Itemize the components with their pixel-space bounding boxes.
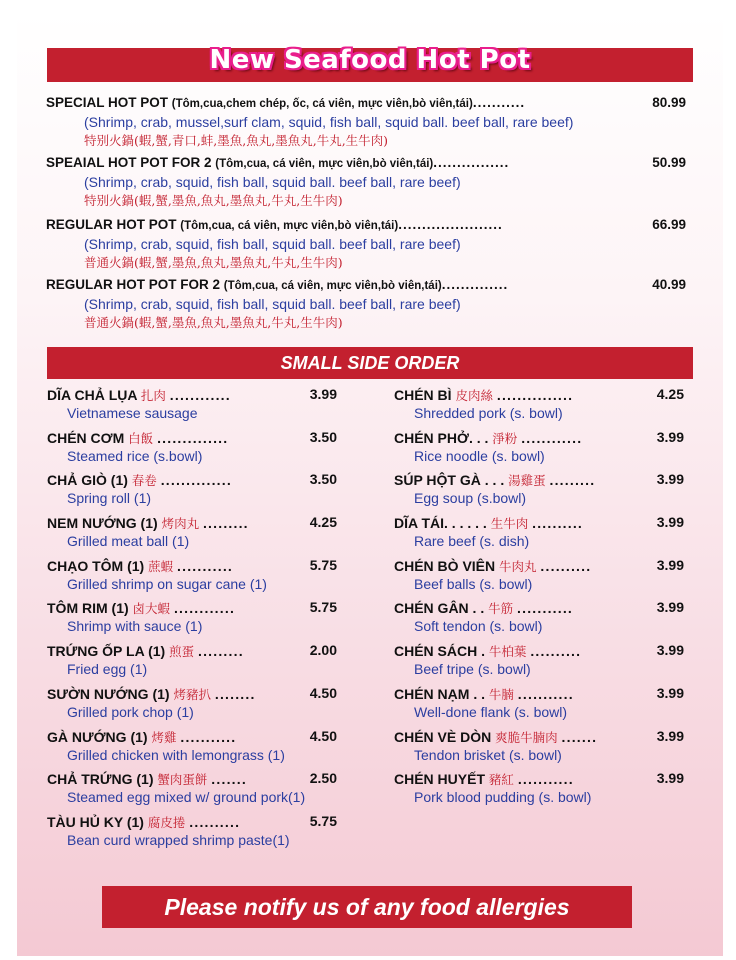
side-order-price: 3.99 xyxy=(656,642,684,659)
side-order-name: CHÉN BÒ VIÊN xyxy=(394,557,496,574)
side-order-title-line xyxy=(47,642,337,661)
side-order-item xyxy=(394,429,684,472)
side-order-left-column xyxy=(47,386,337,856)
side-order-name: SƯỜN NƯỚNG (1) xyxy=(47,685,170,702)
side-order-chinese-name: 煎蛋 xyxy=(169,644,195,660)
hot-pot-item xyxy=(46,277,686,331)
side-order-price: 3.99 xyxy=(656,428,684,445)
side-order-name: CHÉN CƠM xyxy=(47,429,125,446)
leader-dots: ............... xyxy=(496,387,574,403)
side-order-title-line xyxy=(47,557,337,576)
side-order-name: CHÉN BÌ xyxy=(394,387,452,403)
side-order-name: CHÉN PHỞ. . . xyxy=(394,429,489,446)
hot-pot-price: 50.99 xyxy=(652,155,686,170)
side-order-chinese-name: 湯雞蛋 xyxy=(508,473,546,489)
side-order-english-name: Tendon brisket (s. bowl) xyxy=(414,746,562,763)
side-order-chinese-name: 牛柏葉 xyxy=(488,644,527,660)
hot-pot-vietnamese-ingredients: (Tôm,cua, cá viên, mực viên,bò viên,tái) xyxy=(180,220,399,232)
side-order-item xyxy=(47,471,337,514)
side-order-price: 3.99 xyxy=(656,556,684,573)
side-order-english-name: Shredded pork (s. bowl) xyxy=(414,405,563,421)
side-order-chinese-name: 腐皮捲 xyxy=(147,814,186,830)
side-order-name: DĨA TÁI. . . . . . xyxy=(394,515,487,532)
side-order-name: CHÉN GÂN . . xyxy=(394,600,485,617)
side-order-item xyxy=(394,642,684,685)
side-order-price: 3.50 xyxy=(309,428,337,445)
side-order-item xyxy=(47,813,337,856)
side-order-english-name: Beef tripe (s. bowl) xyxy=(414,661,531,678)
title-banner xyxy=(47,45,693,82)
hot-pot-item xyxy=(46,155,686,209)
leader-dots: .............. xyxy=(441,277,509,292)
side-order-english-name: Spring roll (1) xyxy=(67,490,152,507)
hot-pot-title-line xyxy=(46,277,686,296)
side-order-chinese-name: 烤雞 xyxy=(151,729,177,745)
hot-pot-english-ingredients: (Shrimp, crab, squid, fish ball, squid ball. beef ball, rare beef) xyxy=(84,296,461,312)
side-order-chinese-name: 牛肉丸 xyxy=(499,558,537,574)
leader-dots: ....... xyxy=(561,728,598,745)
leader-dots: ......... xyxy=(197,643,244,660)
hot-pot-item xyxy=(46,217,686,271)
side-order-name: SÚP HỘT GÀ . . . xyxy=(394,472,505,489)
side-order-title-line xyxy=(47,429,337,448)
leader-dots: ........... xyxy=(472,95,526,110)
side-order-chinese-name: 牛筋 xyxy=(488,601,514,617)
leader-dots: ........ xyxy=(214,685,256,702)
side-order-title-line xyxy=(394,599,684,618)
side-order-title-line xyxy=(47,471,337,490)
side-order-title-line xyxy=(394,685,684,704)
side-order-price: 3.99 xyxy=(656,599,684,616)
side-order-chinese-name: 蔗蝦 xyxy=(148,558,174,574)
side-order-item xyxy=(394,599,684,642)
leader-dots: ........... xyxy=(517,685,574,702)
side-order-price: 3.99 xyxy=(656,770,684,787)
side-order-title-line xyxy=(47,386,337,405)
side-order-item xyxy=(47,642,337,685)
hot-pot-name: SPEAIAL HOT POT FOR 2 xyxy=(46,155,212,170)
side-order-title-line xyxy=(394,728,684,747)
side-order-price: 4.25 xyxy=(309,514,337,531)
side-order-title-line xyxy=(47,813,337,832)
hot-pot-english-ingredients: (Shrimp, crab, mussel,surf clam, squid, fish ball, squid ball. beef ball, rare beef) xyxy=(84,114,574,130)
side-order-english-name: Grilled meat ball (1) xyxy=(67,533,190,550)
side-order-item xyxy=(394,386,684,429)
side-order-name: CHẢ GIÒ (1) xyxy=(47,472,128,489)
side-order-chinese-name: 牛腩 xyxy=(488,686,514,702)
side-order-chinese-name: 豬紅 xyxy=(488,772,514,788)
hot-pot-chinese-ingredients: 特别火鍋(蝦,蟹,墨魚,魚丸,墨魚丸,牛丸,生牛肉) xyxy=(84,193,343,208)
side-order-item xyxy=(47,386,337,429)
allergy-notice: Please notify us of any food allergies xyxy=(102,886,632,928)
side-order-price: 5.75 xyxy=(309,556,337,573)
leader-dots: ............ xyxy=(521,429,583,446)
side-order-english-name: Well-done flank (s. bowl) xyxy=(414,703,568,720)
side-order-title-line xyxy=(394,770,684,789)
hot-pot-english-ingredients: (Shrimp, crab, squid, fish ball, squid ball. beef ball, rare beef) xyxy=(84,174,461,190)
side-order-price: 3.50 xyxy=(309,471,337,488)
leader-dots: .............. xyxy=(160,472,232,489)
hot-pot-vietnamese-ingredients: (Tôm,cua, cá viên, mực viên,bò viên,tái) xyxy=(215,158,434,170)
side-order-chinese-name: 淨粉 xyxy=(492,430,518,446)
side-order-name: DĨA CHẢ LỤA xyxy=(47,387,137,403)
side-order-title-line xyxy=(394,557,684,576)
hot-pot-item xyxy=(46,95,686,149)
side-order-english-name: Soft tendon (s. bowl) xyxy=(414,618,543,635)
leader-dots: ............ xyxy=(169,387,231,403)
side-order-english-name: Shrimp with sauce (1) xyxy=(67,618,203,635)
side-order-english-name: Egg soup (s.bowl) xyxy=(414,490,527,507)
side-order-price: 3.99 xyxy=(656,684,684,701)
side-order-english-name: Grilled chicken with lemongrass (1) xyxy=(67,746,285,763)
side-order-title-line xyxy=(394,471,684,490)
hot-pot-title-line xyxy=(46,217,686,236)
side-order-name: TÀU HỦ KY (1) xyxy=(47,813,144,830)
leader-dots: ......... xyxy=(549,472,596,489)
leader-dots: ................ xyxy=(433,155,510,170)
side-order-english-name: Grilled shrimp on sugar cane (1) xyxy=(67,575,267,592)
side-order-price: 4.25 xyxy=(656,386,684,402)
side-order-item xyxy=(47,770,337,813)
side-order-name: TRỨNG ỐP LA (1) xyxy=(47,643,166,660)
side-order-item xyxy=(47,557,337,600)
side-order-item xyxy=(47,599,337,642)
hot-pot-chinese-ingredients: 普通火鍋(蝦,蟹,墨魚,魚丸,墨魚丸,牛丸,生牛肉) xyxy=(84,315,343,330)
side-order-banner: SMALL SIDE ORDER xyxy=(47,347,693,379)
hot-pot-name: REGULAR HOT POT xyxy=(46,217,177,232)
side-order-title-line xyxy=(394,386,684,405)
hot-pot-vietnamese-ingredients: (Tôm,cua, cá viên, mực viên,bò viên,tái) xyxy=(223,280,442,292)
side-order-name: CHÉN HUYẾT xyxy=(394,771,486,788)
leader-dots: .......... xyxy=(540,557,592,574)
side-order-price: 3.99 xyxy=(656,471,684,488)
side-order-right-column xyxy=(394,386,684,813)
hot-pot-english-ingredients: (Shrimp, crab, squid, fish ball, squid ball. beef ball, rare beef) xyxy=(84,236,461,252)
side-order-name: CHẠO TÔM (1) xyxy=(47,557,145,574)
side-order-chinese-name: 扎肉 xyxy=(140,388,166,403)
side-order-english-name: Rare beef (s. dish) xyxy=(414,533,530,550)
side-order-english-name: Steamed rice (s.bowl) xyxy=(67,447,203,464)
side-order-chinese-name: 蟹肉蛋餅 xyxy=(157,772,208,788)
side-order-name: CHÉN NẠM . . xyxy=(394,685,485,702)
side-order-item xyxy=(394,770,684,813)
leader-dots: ........... xyxy=(517,771,574,788)
side-order-item xyxy=(394,557,684,600)
side-order-name: TÔM RIM (1) xyxy=(47,600,129,617)
leader-dots: ........... xyxy=(177,557,234,574)
side-order-item xyxy=(394,728,684,771)
side-order-chinese-name: 爽脆牛腩肉 xyxy=(495,729,558,745)
menu-page xyxy=(17,12,723,956)
side-order-item xyxy=(47,685,337,728)
side-order-price: 2.00 xyxy=(309,642,337,659)
side-order-name: CHÉN VÈ DÒN xyxy=(394,728,492,745)
side-order-item xyxy=(47,728,337,771)
hot-pot-name: SPECIAL HOT POT xyxy=(46,95,169,110)
leader-dots: .......... xyxy=(189,813,241,830)
side-order-title-line xyxy=(394,514,684,533)
hot-pot-price: 80.99 xyxy=(652,95,686,110)
leader-dots: ......... xyxy=(202,515,249,532)
side-order-chinese-name: 烤豬扒 xyxy=(173,686,211,702)
hot-pot-vietnamese-ingredients: (Tôm,cua,chem chép, ốc, cá viên, mực viên,bò viên,tái) xyxy=(171,98,473,110)
hot-pot-price: 40.99 xyxy=(652,277,686,292)
side-order-price: 5.75 xyxy=(309,599,337,616)
side-order-english-name: Rice noodle (s. bowl) xyxy=(414,447,545,464)
side-order-name: CHẢ TRỨNG (1) xyxy=(47,771,154,788)
side-order-english-name: Steamed egg mixed w/ ground pork(1) xyxy=(67,789,306,806)
side-order-english-name: Vietnamese sausage xyxy=(67,405,198,421)
side-order-price: 5.75 xyxy=(309,812,337,829)
hot-pot-title-line xyxy=(46,95,686,114)
side-order-title-line xyxy=(47,599,337,618)
leader-dots: ............ xyxy=(173,600,236,617)
side-order-price: 4.50 xyxy=(309,727,337,744)
hot-pot-name: REGULAR HOT POT FOR 2 xyxy=(46,277,221,292)
side-order-english-name: Beef balls (s. bowl) xyxy=(414,575,533,592)
side-order-title-line xyxy=(47,728,337,747)
side-order-item xyxy=(47,429,337,472)
side-order-chinese-name: 生牛肉 xyxy=(490,516,529,532)
leader-dots: .............. xyxy=(157,429,229,446)
side-order-item xyxy=(394,514,684,557)
side-order-chinese-name: 卤大蝦 xyxy=(132,601,171,617)
leader-dots: ........... xyxy=(180,728,237,745)
hot-pot-chinese-ingredients: 普通火鍋(蝦,蟹,墨魚,魚丸,墨魚丸,牛丸,生牛肉) xyxy=(84,255,343,270)
side-order-title-line xyxy=(47,514,337,533)
side-order-chinese-name: 皮肉絲 xyxy=(455,388,493,403)
hot-pot-chinese-ingredients: 特别火鍋(蝦,蟹,青口,蚌,墨魚,魚丸,墨魚丸,牛丸,生牛肉) xyxy=(84,133,389,148)
side-order-price: 3.99 xyxy=(309,386,337,402)
side-order-name: NEM NƯỚNG (1) xyxy=(47,515,158,532)
side-order-item xyxy=(394,471,684,514)
hot-pot-price: 66.99 xyxy=(652,217,686,232)
menu-title: New Seafood Hot Pot xyxy=(209,45,531,75)
side-order-title-line xyxy=(47,770,337,789)
leader-dots: ........... xyxy=(517,600,574,617)
hot-pot-title-line xyxy=(46,155,686,174)
side-order-english-name: Pork blood pudding (s. bowl) xyxy=(414,789,592,806)
side-order-price: 3.99 xyxy=(656,514,684,531)
side-order-price: 4.50 xyxy=(309,684,337,701)
leader-dots: .......... xyxy=(532,515,584,532)
side-order-english-name: Bean curd wrapped shrimp paste(1) xyxy=(67,831,290,848)
side-order-title-line xyxy=(394,429,684,448)
side-order-name: GÀ NƯỚNG (1) xyxy=(47,728,148,745)
side-order-chinese-name: 烤肉丸 xyxy=(161,516,200,532)
side-order-english-name: Grilled pork chop (1) xyxy=(67,703,194,720)
leader-dots: ...................... xyxy=(398,217,503,232)
side-order-price: 3.99 xyxy=(656,727,684,744)
side-order-name: CHÉN SÁCH . xyxy=(394,643,486,660)
side-order-item xyxy=(394,685,684,728)
side-order-item xyxy=(47,514,337,557)
side-order-title-line xyxy=(394,642,684,661)
side-order-chinese-name: 春卷 xyxy=(131,473,157,489)
side-order-title-line xyxy=(47,685,337,704)
leader-dots: .......... xyxy=(530,643,582,660)
side-order-price: 2.50 xyxy=(309,770,337,787)
leader-dots: ....... xyxy=(211,771,247,788)
side-order-chinese-name: 白飯 xyxy=(128,430,154,446)
side-order-english-name: Fried egg (1) xyxy=(67,661,148,678)
